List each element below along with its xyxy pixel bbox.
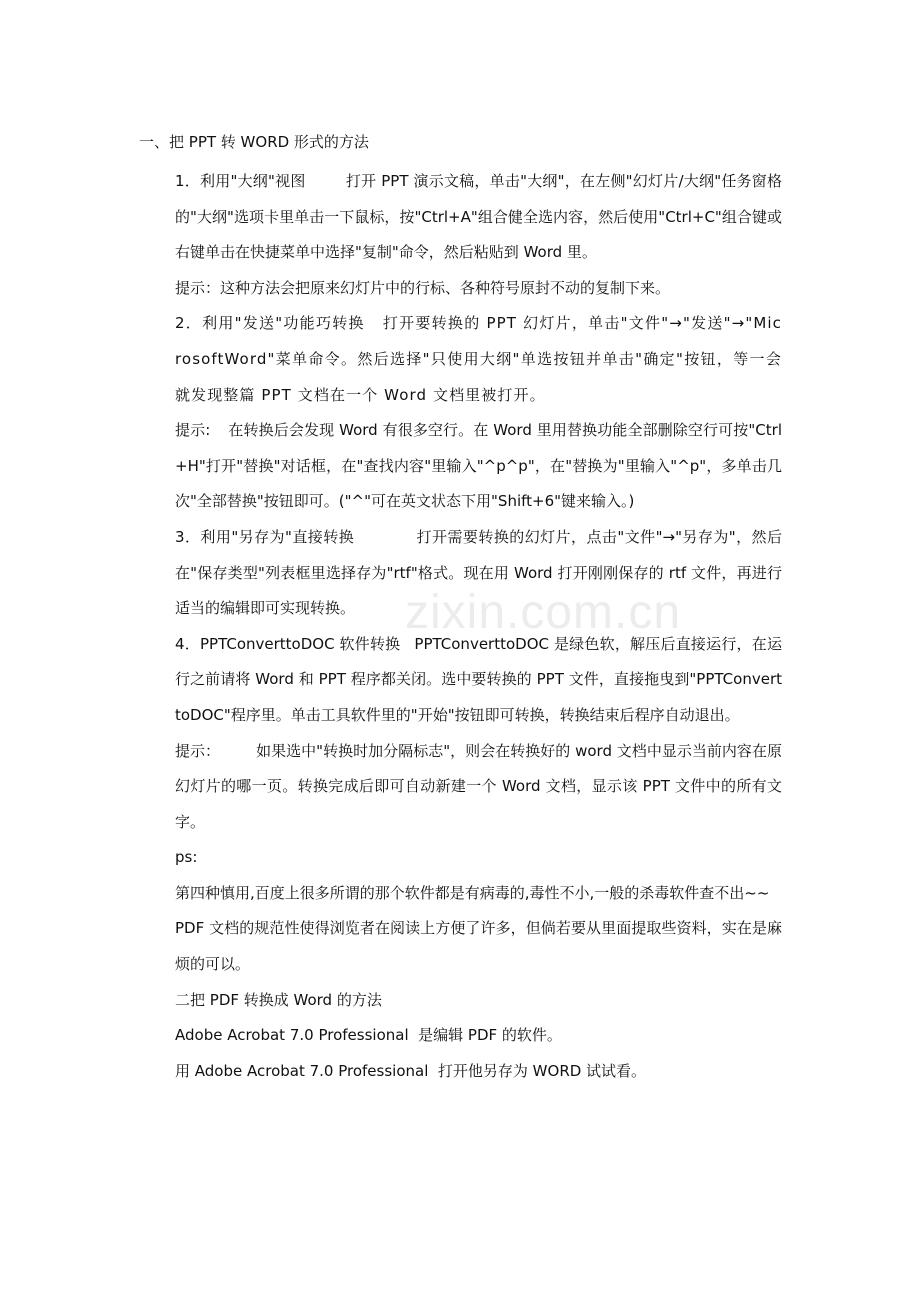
tip-3-paragraph — [175, 734, 782, 841]
document-body — [175, 164, 782, 1089]
pdf-usage: 用 Adobe Acrobat 7.0 Professional 打开他另存为 WORD 试试看。 — [175, 1061, 647, 1080]
method-3-title: 3．利用"另存为"直接转换 — [175, 527, 355, 546]
method-3-body: 打开需要转换的幻灯片，点击"文件"→"另存为"，然后在"保存类型"列表框里选择存为"rtf"格式。现在用 Word 打开刚刚保存的 rtf 文件，再进行适当的编辑即可实现转换。 — [175, 527, 783, 618]
method-2-title: 2．利用"发送"功能巧转换 — [175, 314, 365, 333]
method-1-paragraph — [175, 164, 782, 271]
ps-label: ps: — [175, 848, 198, 867]
pdf-tool-description: Adobe Acrobat 7.0 Professional 是编辑 PDF 的软件。 — [175, 1026, 562, 1045]
tip-2-label: 提示: — [175, 421, 211, 440]
section-heading: 一、把 PPT 转 WORD 形式的方法 — [139, 133, 369, 151]
method-1-body: 打开 PPT 演示文稿，单击"大纲"，在左侧"幻灯片/大纲"任务窗格的"大纲"选项卡里单击一下鼠标，按"Ctrl+A"组合健全选内容，然后使用"Ctrl+C"组合键或右键单击在快捷菜单中选择"复制"命令，然后粘贴到 Word 里。 — [175, 172, 782, 262]
tip-2-paragraph — [175, 413, 782, 520]
watermark: zixin.com.cn — [405, 586, 682, 639]
tip-1-body: 这种方法会把原来幻灯片中的行标、各种符号原封不动的复制下来。 — [220, 278, 671, 297]
ps-note: 第四种慎用,百度上很多所谓的那个软件都是有病毒的,毒性不小,一般的杀毒软件查不出~~ — [175, 883, 770, 902]
method-1-title: 1．利用"大纲"视图 — [175, 172, 306, 190]
method-2-body: 打开要转换的 PPT 幻灯片，单击"文件"→"发送"→"MicrosoftWord"菜单命令。然后选择"只使用大纲"单选按钮并单击"确定"按钮，等一会就发现整篇 PPT 文档在一个 Word 文档里被打开。 — [175, 314, 782, 404]
pdf-section-heading: 二把 PDF 转换成 Word 的方法 — [175, 990, 382, 1009]
pdf-intro: PDF 文档的规范性使得浏览者在阅读上方便了许多，但倘若要从里面提取些资料，实在是麻烦的可以。 — [175, 919, 782, 974]
method-4-body: PPTConverttoDOC 是绿色软，解压后直接运行，在运行之前请将 Word 和 PPT 程序都关闭。选中要转换的 PPT 文件，直接拖曳到"PPTConverttoDOC"程序里。单击工具软件里的"开始"按钮即可转换，转换结束后程序自动退出。 — [175, 634, 782, 724]
tip-2-body: 在转换后会发现 Word 有很多空行。在 Word 里用替换功能全部删除空行可按"Ctrl+H"打开"替换"对话框，在"查找内容"里输入"^p^p"，在"替换为"里输入"^p"，多单击几次"全部替换"按钮即可。("^"可在英文状态下用"Shift+6"键来输入。) — [175, 421, 782, 511]
method-3-paragraph — [175, 520, 782, 627]
method-2-paragraph — [175, 306, 782, 413]
tip-1-label: 提示： — [175, 278, 221, 297]
method-4-paragraph — [175, 627, 782, 734]
method-4-title: 4．PPTConverttoDOC 软件转换 — [175, 634, 401, 653]
tip-1-paragraph — [175, 271, 782, 307]
tip-3-body: 如果选中"转换时加分隔标志"，则会在转换好的 word 文档中显示当前内容在原幻灯片的哪一页。转换完成后即可自动新建一个 Word 文档，显示该 PPT 文件中的所有文字。 — [175, 741, 782, 831]
tip-3-label: 提示： — [175, 741, 221, 760]
